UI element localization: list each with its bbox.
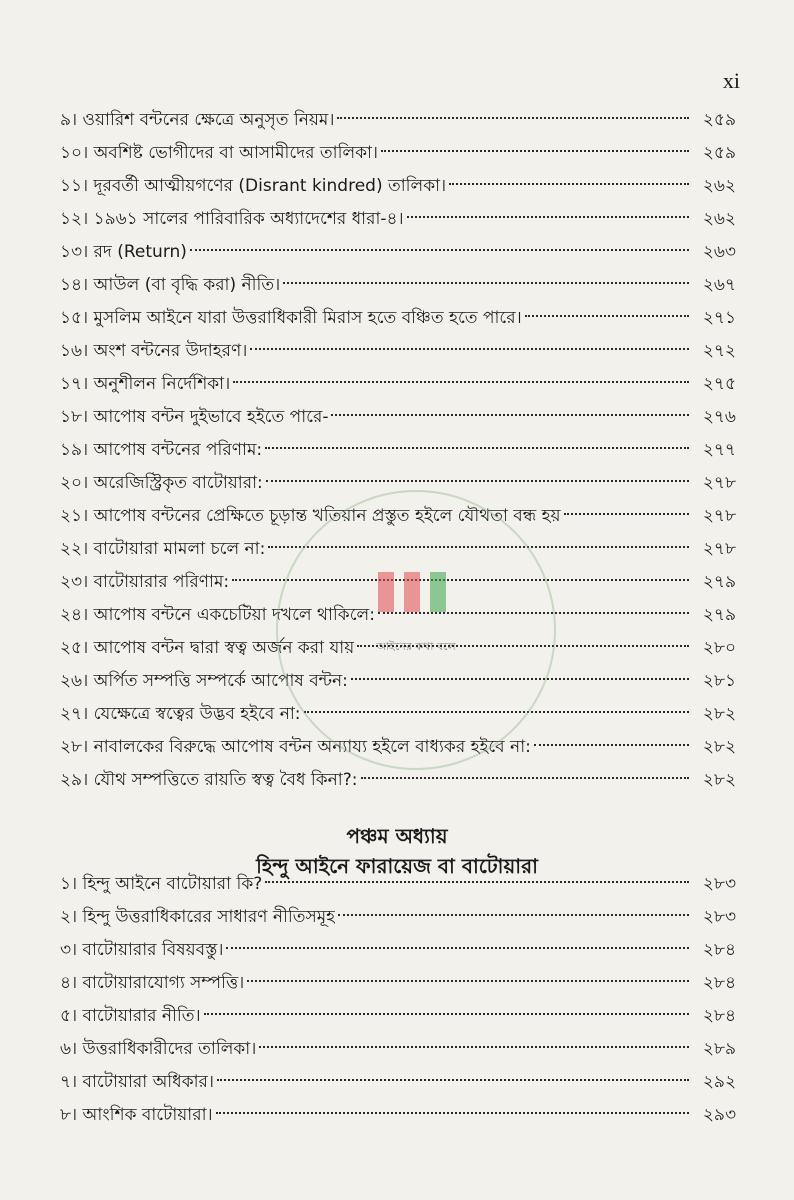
toc-entry-page: ২৭১: [702, 308, 736, 328]
toc-entry-title: ৬। উত্তরাধিকারীদের তালিকা।: [60, 1039, 257, 1059]
toc-entry: [60, 566, 736, 599]
toc-entry: [60, 500, 736, 533]
toc-entry: [60, 104, 736, 137]
dot-leader: [449, 183, 689, 185]
toc-entry-page: ২৮১: [702, 671, 736, 691]
toc-entry-page: ২৬২: [702, 176, 736, 196]
toc-entry: [60, 1066, 736, 1099]
toc-entry-title: ১৬। অংশ বন্টনের উদাহরণ।: [60, 341, 248, 361]
toc-entry-title: ১২। ১৯৬১ সালের পারিবারিক অধ্যাদেশের ধারা-৪।: [60, 209, 404, 229]
page-number: xi: [722, 68, 740, 93]
toc-entry: [60, 665, 736, 698]
toc-entry: [60, 137, 736, 170]
dot-leader: [190, 249, 689, 251]
toc-entry-page: ২৭৯: [702, 605, 736, 625]
toc-entry: [60, 203, 736, 236]
dot-leader: [265, 881, 689, 883]
toc-entry-page: ২৮৩: [702, 874, 736, 894]
toc-entry: [60, 401, 736, 434]
toc-entry-title: ১০। অবশিষ্ট ভোগীদের বা আসামীদের তালিকা।: [60, 143, 379, 163]
toc-entry-title: ১৪। আউল (বা বৃদ্ধি করা) নীতি।: [60, 275, 281, 295]
toc-entry-title: ৭। বাটোয়ারা অধিকার।: [60, 1072, 214, 1092]
dot-leader: [266, 480, 689, 482]
dot-leader: [564, 513, 689, 515]
toc-entry: [60, 698, 736, 731]
toc-entry-title: ৮। আংশিক বাটোয়ারা।: [60, 1105, 213, 1125]
toc-entry-title: ৪। বাটোয়ারাযোগ্য সম্পত্তি।: [60, 973, 245, 993]
toc-entry-page: ২৮২: [702, 737, 736, 757]
dot-leader: [378, 612, 689, 614]
toc-entry-title: ১৮। আপোষ বন্টন দুইভাবে হইতে পারে-: [60, 407, 329, 427]
dot-leader: [265, 447, 689, 449]
chapter-number: পঞ্চম অধ্যায়: [346, 824, 448, 848]
toc-entry-title: ২২। বাটোয়ারা মামলা চলে না:: [60, 539, 266, 559]
toc-entry-title: ২৯। যৌথ সম্পত্তিতে রায়তি স্বত্ব বৈধ কিনা?:: [60, 770, 358, 790]
dot-leader: [247, 980, 689, 982]
toc-entry-title: ২০। অরেজিস্ট্রিকৃত বাটোয়ারা:: [60, 473, 263, 493]
dot-leader: [233, 381, 689, 383]
dot-leader: [259, 1046, 689, 1048]
toc-entry-page: ২৯২: [702, 1072, 736, 1092]
toc-entry: [60, 302, 736, 335]
toc-entry-title: ২৬। অর্পিত সম্পত্তি সম্পর্কে আপোষ বন্টন:: [60, 671, 348, 691]
dot-leader: [216, 1112, 689, 1114]
chapter-title: হিন্দু আইনে ফারায়েজ বা বাটোয়ারা: [256, 854, 538, 878]
dot-leader: [226, 947, 689, 949]
toc-entry: [60, 368, 736, 401]
toc-entry-page: ২৬২: [702, 209, 736, 229]
table-of-contents-chapter: [60, 868, 736, 1132]
dot-leader: [337, 117, 689, 119]
dot-leader: [381, 150, 689, 152]
toc-entry: [60, 434, 736, 467]
toc-entry-page: ২৬৭: [702, 275, 736, 295]
toc-entry: [60, 967, 736, 1000]
toc-entry: [60, 170, 736, 203]
toc-entry-page: ২৮৩: [702, 907, 736, 927]
watermark-text: আইনের কথা বলে: [376, 640, 456, 653]
toc-entry: [60, 269, 736, 302]
toc-entry-title: ১৩। রদ (Return): [60, 242, 187, 262]
toc-entry: [60, 632, 736, 665]
dot-leader: [357, 645, 689, 647]
toc-entry: [60, 764, 736, 797]
toc-entry-page: ২৫৯: [702, 110, 736, 130]
toc-entry-title: ২৪। আপোষ বন্টনে একচেটিয়া দখলে থাকিলে:: [60, 605, 375, 625]
dot-leader: [338, 914, 689, 916]
toc-entry-page: ২৭৭: [702, 440, 736, 460]
toc-entry-page: ২৭৮: [702, 473, 736, 493]
table-of-contents: [60, 104, 736, 797]
toc-entry: [60, 533, 736, 566]
toc-entry-title: ১৯। আপোষ বন্টনের পরিণাম:: [60, 440, 263, 460]
toc-entry: [60, 236, 736, 269]
toc-entry-title: ২৮। নাবালকের বিরুদ্ধে আপোষ বন্টন অন্যায্য হইলে বাধ্যকর হইবে না:: [60, 737, 531, 757]
toc-entry-page: ২৮৯: [702, 1039, 736, 1059]
toc-entry: [60, 1033, 736, 1066]
toc-entry: [60, 901, 736, 934]
toc-entry-title: ২৫। আপোষ বন্টন দ্বারা স্বত্ব অর্জন করা যায়: [60, 638, 355, 658]
toc-entry-page: ২৮৪: [702, 940, 736, 960]
toc-entry-page: ২৬৩: [702, 242, 736, 262]
toc-entry-page: ২৮০: [702, 638, 736, 658]
toc-entry-page: ২৫৯: [702, 143, 736, 163]
toc-entry: [60, 467, 736, 500]
toc-entry-title: ১৫। মুসলিম আইনে যারা উত্তরাধিকারী মিরাস হতে বঞ্চিত হতে পারে।: [60, 308, 522, 328]
toc-entry-title: ৩। বাটোয়ারার বিষয়বস্তু।: [60, 940, 224, 960]
dot-leader: [304, 711, 689, 713]
dot-leader: [250, 348, 689, 350]
toc-entry-page: ২৭৯: [702, 572, 736, 592]
dot-leader: [331, 414, 689, 416]
toc-entry-page: ২৭৫: [702, 374, 736, 394]
toc-entry: [60, 934, 736, 967]
toc-entry: [60, 868, 736, 901]
toc-entry-title: ৫। বাটোয়ারার নীতি।: [60, 1006, 201, 1026]
dot-leader: [534, 744, 689, 746]
dot-leader: [525, 315, 689, 317]
toc-entry-title: ৯। ওয়ারিশ বন্টনের ক্ষেত্রে অনুসৃত নিয়ম।: [60, 110, 335, 130]
toc-entry-page: ২৮৪: [702, 973, 736, 993]
toc-entry: [60, 1099, 736, 1132]
toc-entry-title: ১৭। অনুশীলন নির্দেশিকা।: [60, 374, 231, 394]
toc-entry-page: ২৮৪: [702, 1006, 736, 1026]
toc-entry-page: ২৮২: [702, 770, 736, 790]
toc-entry-title: ২। হিন্দু উত্তরাধিকারের সাধারণ নীতিসমূহ: [60, 907, 336, 927]
dot-leader: [407, 216, 689, 218]
toc-entry-page: ২৭৮: [702, 506, 736, 526]
dot-leader: [204, 1013, 689, 1015]
dot-leader: [283, 282, 689, 284]
toc-entry: [60, 1000, 736, 1033]
dot-leader: [351, 678, 689, 680]
toc-entry: [60, 731, 736, 764]
toc-entry: [60, 599, 736, 632]
dot-leader: [217, 1079, 689, 1081]
dot-leader: [232, 579, 689, 581]
toc-entry-title: ২৭। যেক্ষেত্রে স্বত্বের উদ্ভব হইবে না:: [60, 704, 301, 724]
toc-entry-page: ২৭৬: [702, 407, 736, 427]
toc-entry-title: ১১। দূরবর্তী আত্মীয়গণের (Disrant kindred) তালিকা।: [60, 176, 447, 196]
toc-entry-title: ১। হিন্দু আইনে বাটোয়ারা কি?: [60, 874, 263, 894]
toc-entry-page: ২৯৩: [702, 1105, 736, 1125]
dot-leader: [268, 546, 689, 548]
toc-entry-title: ২১। আপোষ বন্টনের প্রেক্ষিতে চূড়ান্ত খতিয়ান প্রস্তুত হইলে যৌথতা বন্ধ হয়: [60, 506, 561, 526]
toc-entry-title: ২৩। বাটোয়ারার পরিণাম:: [60, 572, 230, 592]
toc-entry: [60, 335, 736, 368]
toc-entry-page: ২৭২: [702, 341, 736, 361]
toc-entry-page: ২৮২: [702, 704, 736, 724]
toc-entry-page: ২৭৮: [702, 539, 736, 559]
dot-leader: [361, 777, 690, 779]
